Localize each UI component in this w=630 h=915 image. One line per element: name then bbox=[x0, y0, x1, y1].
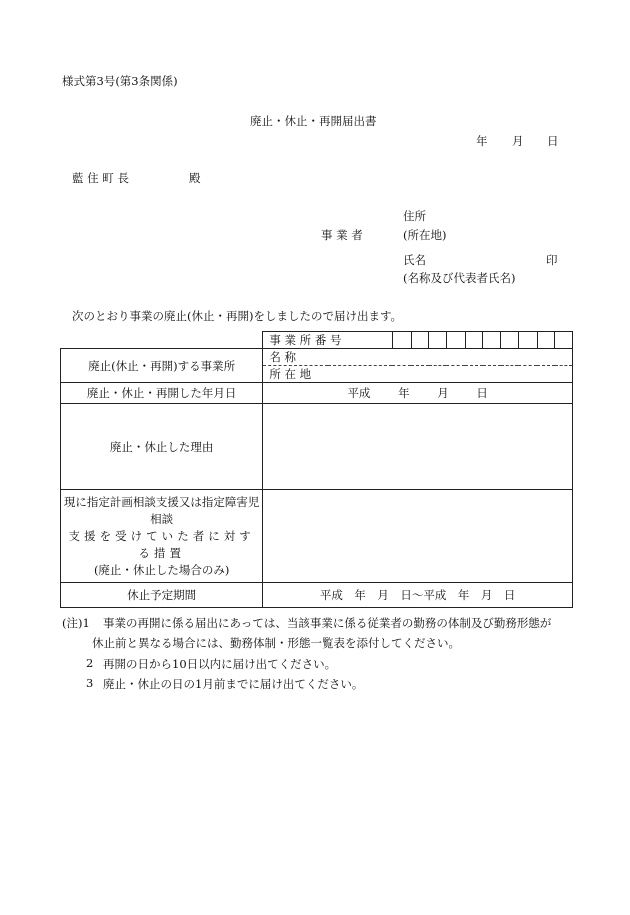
notification-table bbox=[60, 331, 573, 608]
office-number-digit[interactable] bbox=[555, 332, 573, 349]
applicant-location-label: (所在地) bbox=[403, 228, 447, 242]
office-name-field[interactable] bbox=[392, 349, 572, 366]
office-number-digit[interactable] bbox=[483, 332, 501, 349]
measures-field[interactable] bbox=[263, 490, 573, 583]
seal-mark: 印 bbox=[546, 253, 558, 267]
period-field[interactable]: 平成 年 月 日～平成 年 月 日 bbox=[263, 583, 573, 608]
office-number-digit[interactable] bbox=[465, 332, 483, 349]
date-day: 日 bbox=[547, 134, 559, 148]
date-field[interactable]: 平成 年 月 日 bbox=[263, 383, 573, 404]
reason-field[interactable] bbox=[263, 404, 573, 490]
applicant-label: 事 業 者 bbox=[321, 228, 363, 242]
blank-cell bbox=[61, 332, 263, 349]
addressee-name: 藍 住 町 長 bbox=[72, 171, 129, 185]
note-3-number: 3 bbox=[86, 676, 94, 690]
addressee-honorific: 殿 bbox=[189, 171, 201, 185]
notes-prefix: (注)1 bbox=[62, 616, 90, 630]
office-label: 廃止(休止・再開)する事業所 bbox=[61, 349, 263, 383]
date-year: 年 bbox=[476, 134, 488, 148]
office-number-digit[interactable] bbox=[518, 332, 537, 349]
form-number: 様式第3号(第3条関係) bbox=[62, 74, 178, 88]
office-number-digit[interactable] bbox=[392, 332, 411, 349]
note-3: 廃止・休止の日の1月前までに届け出てください。 bbox=[103, 677, 364, 691]
date-month: 月 bbox=[512, 134, 524, 148]
office-number-digit[interactable] bbox=[446, 332, 465, 349]
applicant-address-label: 住所 bbox=[403, 209, 426, 223]
office-number-digit[interactable] bbox=[429, 332, 447, 349]
note-2: 再開の日から10日以内に届け出てください。 bbox=[103, 657, 337, 671]
office-number-digit[interactable] bbox=[411, 332, 429, 349]
note-1-line-2: 休止前と異なる場合には、勤務体制・形態一覧表を添付してください。 bbox=[92, 636, 460, 650]
intro-text: 次のとおり事業の廃止(休止・再開)をしましたので届け出ます。 bbox=[72, 309, 403, 323]
period-label: 休止予定期間 bbox=[61, 583, 263, 608]
office-number-digit[interactable] bbox=[537, 332, 555, 349]
note-2-number: 2 bbox=[86, 656, 94, 670]
office-number-label: 事 業 所 番 号 bbox=[263, 332, 392, 349]
note-1-line-1: 事業の再開に係る届出にあっては、当該事業に係る従業者の勤務の体制及び勤務形態が bbox=[103, 616, 552, 630]
applicant-name-label: 氏名 bbox=[403, 253, 426, 267]
office-location-label: 所 在 地 bbox=[263, 366, 392, 383]
reason-label: 廃止・休止した理由 bbox=[61, 404, 263, 490]
office-name-label: 名 称 bbox=[263, 349, 392, 366]
applicant-name-note: (名称及び代表者氏名) bbox=[403, 271, 516, 285]
office-location-field[interactable] bbox=[392, 366, 572, 383]
date-label: 廃止・休止・再開した年月日 bbox=[61, 383, 263, 404]
measures-label: 現に指定計画相談支援又は指定障害児相談 支援を受けていた者に対する措置 (廃止・休止した場合のみ) bbox=[61, 490, 263, 583]
form-title: 廃止・休止・再開届出書 bbox=[250, 114, 377, 128]
office-number-digit[interactable] bbox=[501, 332, 519, 349]
